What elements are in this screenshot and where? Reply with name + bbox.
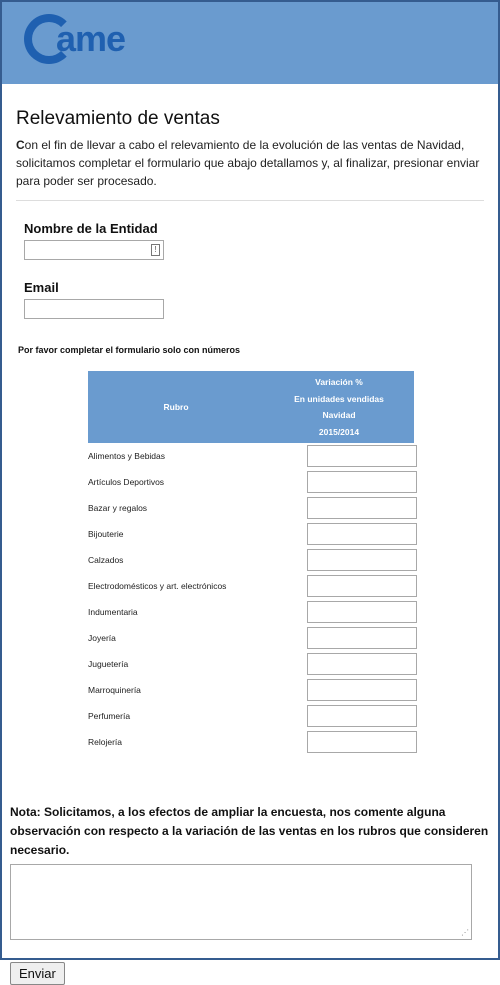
note-textarea[interactable] xyxy=(10,864,472,940)
variation-input[interactable] xyxy=(307,523,417,545)
rubro-label: Bazar y regalos xyxy=(88,503,148,513)
table-row xyxy=(88,443,418,469)
variation-input[interactable] xyxy=(307,549,417,571)
rubro-label: Bijouterie xyxy=(88,529,124,539)
logo-text: ame xyxy=(56,18,126,59)
rubro-label: Electrodomésticos y art. electrónicos xyxy=(88,581,227,591)
variation-input[interactable] xyxy=(307,705,417,727)
header-variation-line: Navidad xyxy=(322,410,356,421)
rubro-label: Juguetería xyxy=(88,659,129,669)
table-row xyxy=(88,677,418,703)
header-variation xyxy=(264,371,414,443)
table-row xyxy=(88,651,418,677)
form-content xyxy=(2,108,498,755)
header-variation-line: 2015/2014 xyxy=(318,426,360,437)
intro-text xyxy=(16,136,484,201)
rubro-label: Alimentos y Bebidas xyxy=(88,451,166,461)
variation-input[interactable] xyxy=(307,653,417,675)
variation-input[interactable] xyxy=(307,471,417,493)
table-row xyxy=(88,521,418,547)
entity-field-group xyxy=(24,221,476,260)
table-row xyxy=(88,625,418,651)
table-row xyxy=(88,599,418,625)
email-label: Email xyxy=(24,280,59,295)
header-variation-line: Variación % xyxy=(315,377,363,388)
intro-body: on el fin de llevar a cabo el relevamiento de la evolución de las ventas de Navidad, solicitamos completar el formulario que abajo detallamos y, al finalizar, presionar enviar para poder ser procesado. xyxy=(16,138,480,188)
note-label: Nota: Solicitamos, a los efectos de ampliar la encuesta, nos comente alguna observación con respecto a la variación de las ventas en los rubros que consideren necesario. xyxy=(10,805,489,857)
resize-handle-icon[interactable]: ⋰ xyxy=(461,928,469,937)
rubro-label: Relojería xyxy=(88,737,123,747)
table-row xyxy=(88,703,418,729)
variation-input[interactable] xyxy=(307,731,417,753)
came-logo xyxy=(24,14,125,64)
rubro-label: Indumentaria xyxy=(88,607,138,617)
rubro-label: Perfumería xyxy=(88,711,131,721)
rubro-label: Marroquinería xyxy=(88,685,141,695)
table-row xyxy=(88,547,418,573)
email-input[interactable] xyxy=(24,299,164,319)
table-row xyxy=(88,729,418,755)
variation-input[interactable] xyxy=(307,497,417,519)
entity-input[interactable] xyxy=(24,240,164,260)
numbers-only-instruction: Por favor completar el formulario solo con números xyxy=(18,345,241,355)
rubro-label: Joyería xyxy=(88,633,116,643)
variation-input[interactable] xyxy=(307,601,417,623)
header-rubro: Rubro xyxy=(163,402,189,412)
header-bar xyxy=(2,2,498,84)
variation-input[interactable] xyxy=(307,627,417,649)
intro-first-letter: C xyxy=(16,138,25,152)
variation-input[interactable] xyxy=(307,679,417,701)
autofill-icon[interactable]: ! xyxy=(151,244,160,256)
table-row xyxy=(88,573,418,599)
header-variation-line: En unidades vendidas xyxy=(294,393,384,404)
variation-input[interactable] xyxy=(307,575,417,597)
submit-button[interactable]: Enviar xyxy=(10,962,65,985)
entity-label: Nombre de la Entidad xyxy=(24,221,158,236)
rubro-label: Artículos Deportivos xyxy=(88,477,165,487)
page-title: Relevamiento de ventas xyxy=(16,108,220,129)
table-row xyxy=(88,469,418,495)
rubro-label: Calzados xyxy=(88,555,124,565)
variation-input[interactable] xyxy=(307,445,417,467)
table-header xyxy=(88,371,414,443)
rubro-rows xyxy=(88,443,418,755)
table-row xyxy=(88,495,418,521)
email-field-group xyxy=(24,280,476,319)
